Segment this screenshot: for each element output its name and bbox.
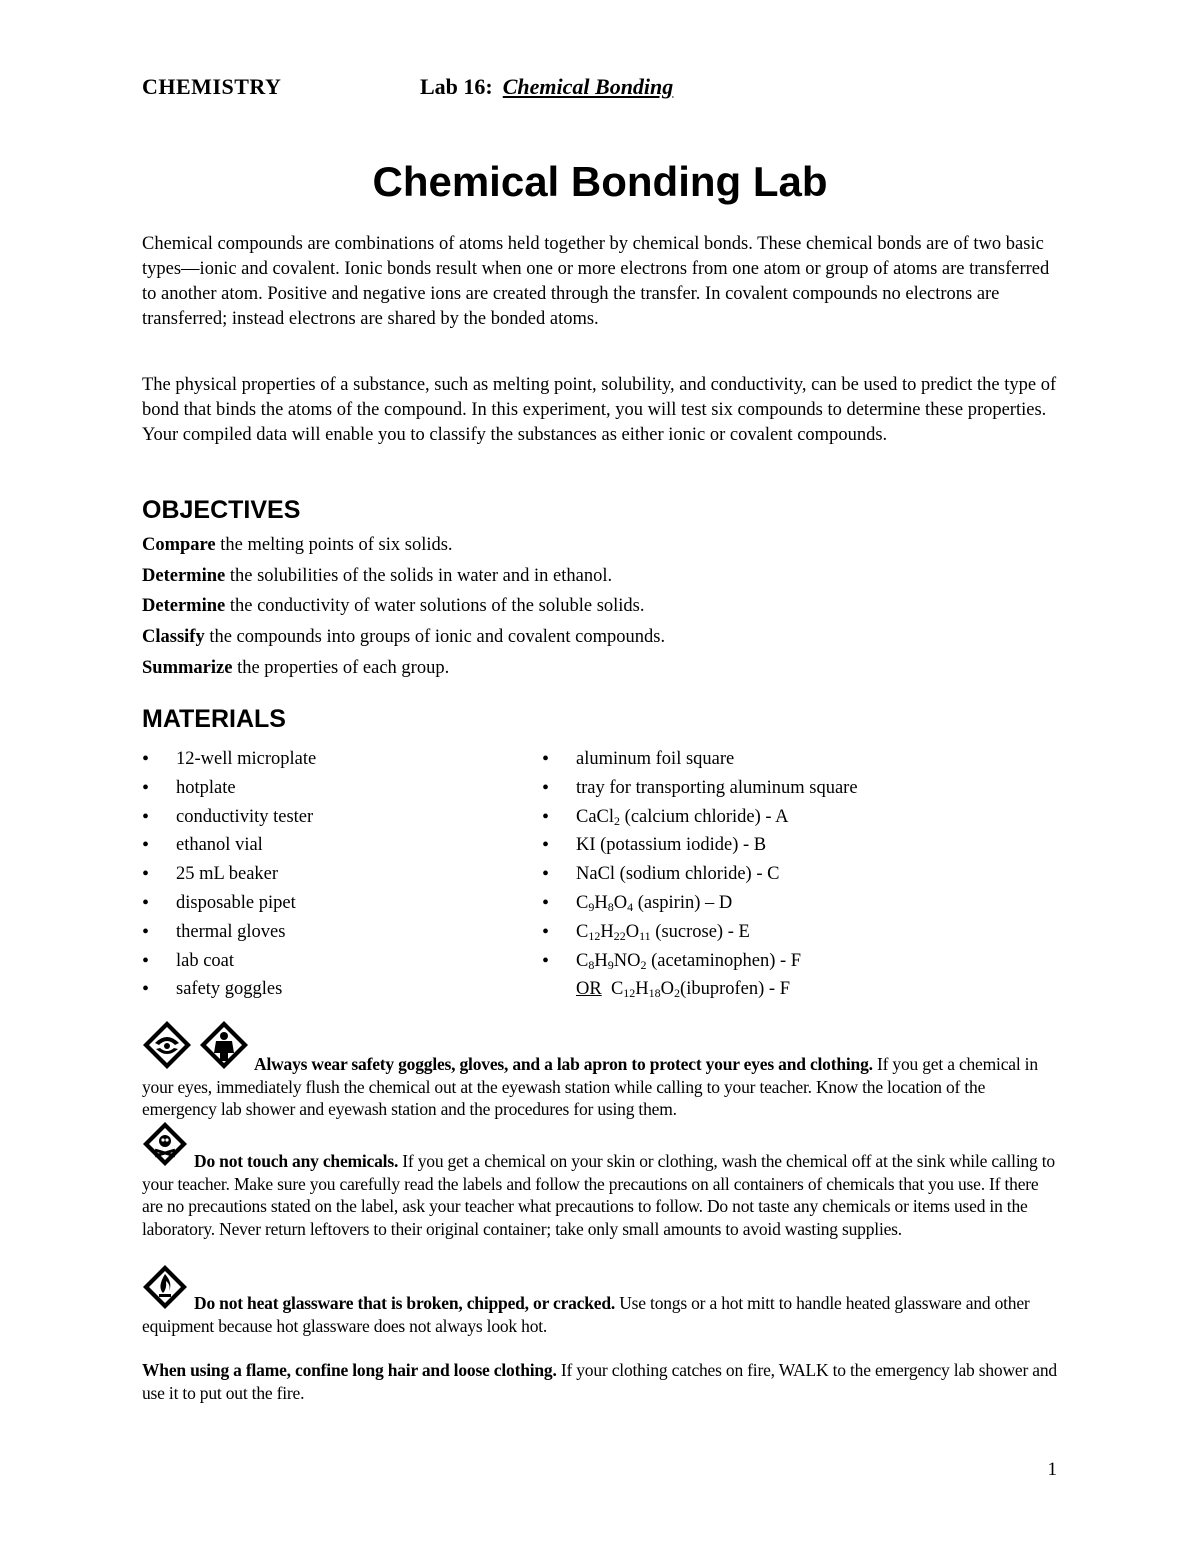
lab-number: Lab 16: <box>420 74 493 99</box>
list-item: • hotplate <box>142 774 502 803</box>
safety-note-glassware: Do not heat glassware that is broken, chipped, or cracked. Use tongs or a hot mitt to handle heated glassware and other equipment because hot glassware does not always look hot. <box>142 1293 1030 1336</box>
list-item: • CaCl$_2$ (calcium chloride) - A <box>542 803 1062 832</box>
list-item: OR $C_{12}H_{18}O_2(ibuprofen)$ - F <box>576 979 790 1001</box>
list-item: • 25 mL beaker <box>142 860 502 889</box>
list-item: • conductivity tester <box>142 803 502 832</box>
objective-item: Summarize the properties of each group. <box>142 658 450 678</box>
list-item: • KI (potassium iodide) - B <box>542 831 1062 860</box>
materials-heading: MATERIALS <box>142 705 286 733</box>
safety-note-flame: When using a flame, confine long hair and loose clothing. If your clothing catches on fire, WALK to the emergency lab shower and use it to put out the fire. <box>142 1360 1057 1403</box>
list-item: • NaCl (sodium chloride) - C <box>542 860 1062 889</box>
list-item: • safety goggles <box>142 975 502 1004</box>
safety-note-chemicals: Do not touch any chemicals. If you get a chemical on your skin or clothing, wash the chemical off at the sink while calling to your teacher. Make sure you carefully read the labels and follow the precautions on all containers of chemicals that you use. If there are no precautions stated on the label, ask your teacher what precautions to follow. Do not taste any chemicals or items used in the laboratory. Never return leftovers to their original container; take only small amounts to avoid wasting supplies. <box>142 1151 1055 1239</box>
objective-item: Determine the solubilities of the solids in water and in ethanol. <box>142 566 613 586</box>
list-item: • tray for transporting aluminum square <box>542 774 1062 803</box>
list-item: • disposable pipet <box>142 889 502 918</box>
course-header: CHEMISTRY <box>142 74 282 99</box>
materials-list-left <box>142 745 502 1004</box>
lab-header <box>420 74 673 100</box>
list-item: • 12-well microplate <box>142 745 502 774</box>
safety-note-goggles: Always wear safety goggles, gloves, and a lab apron to protect your eyes and clothing. If you get a chemical in your eyes, immediately flush the chemical out at the eyewash station while calling to your teacher. Know the location of the emergency lab shower and eyewash station and the procedures for using them. <box>142 1054 1038 1119</box>
materials-list-right <box>542 745 1062 1004</box>
intro-paragraph-2: The physical properties of a substance, such as melting point, solubility, and conductivity, can be used to predict the type of bond that binds the atoms of the compound. In this experiment, you will test six compounds to determine these properties. Your compiled data will enable you to classify the substances as either ionic or covalent compounds. <box>142 375 1057 445</box>
list-item: • $C_8H_9NO_2$ (acetaminophen) - F <box>542 947 1062 976</box>
list-item: • lab coat <box>142 947 502 976</box>
list-item: • aluminum foil square <box>542 745 1062 774</box>
list-item: • $C_{12}H_{22}O_{11}$ (sucrose) - E <box>542 918 1062 947</box>
page-number: 1 <box>1047 1459 1057 1480</box>
objective-item: Classify the compounds into groups of ionic and covalent compounds. <box>142 627 666 647</box>
objectives-heading: OBJECTIVES <box>142 496 301 524</box>
objective-item: Compare the melting points of six solids. <box>142 535 453 555</box>
intro-paragraph-1: Chemical compounds are combinations of atoms held together by chemical bonds. These chemical bonds are of two basic types—ionic and covalent. Ionic bonds result when one or more electrons from one atom or group of atoms are transferred to another atom. Positive and negative ions are created through the transfer. In covalent compounds no electrons are transferred; instead electrons are shared by the bonded atoms. <box>142 234 1050 329</box>
objective-item: Determine the conductivity of water solutions of the soluble solids. <box>142 596 645 616</box>
list-item: • thermal gloves <box>142 918 502 947</box>
list-item: • ethanol vial <box>142 831 502 860</box>
lab-title: Chemical Bonding <box>502 74 674 99</box>
page-title: Chemical Bonding Lab <box>372 158 828 205</box>
list-item: • $C_9H_8O_4$ (aspirin) – D <box>542 889 1062 918</box>
